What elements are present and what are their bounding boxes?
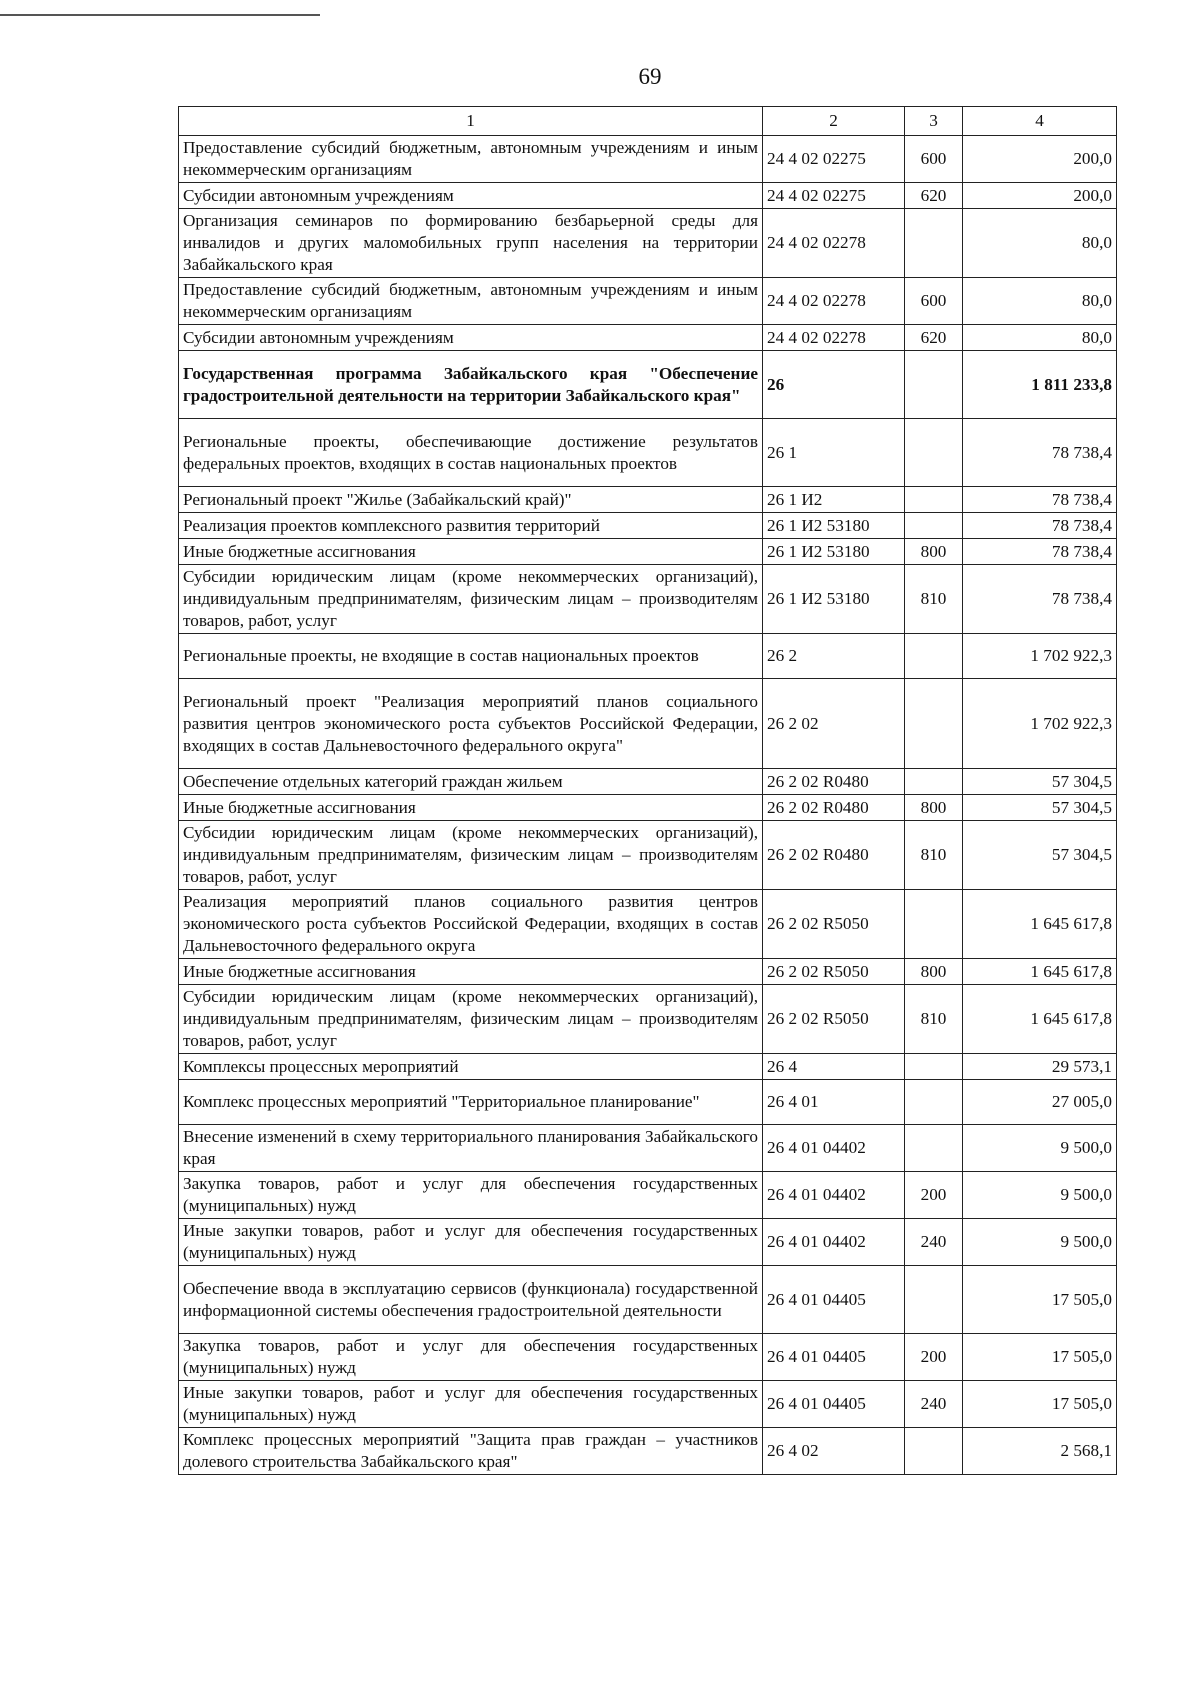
row-name: Реализация мероприятий планов социального развития центров экономического роста субъектов Российской Федерации, входящих в состав Дальневосточного федерального округа bbox=[179, 890, 763, 959]
row-code: 26 1 bbox=[763, 419, 905, 487]
row-amount: 78 738,4 bbox=[963, 487, 1117, 513]
table-row bbox=[179, 985, 1117, 1054]
row-type: 620 bbox=[905, 325, 963, 351]
header-col-4: 4 bbox=[963, 107, 1117, 136]
row-amount: 1 702 922,3 bbox=[963, 634, 1117, 679]
row-name: Комплексы процессных мероприятий bbox=[179, 1054, 763, 1080]
row-name: Иные бюджетные ассигнования bbox=[179, 959, 763, 985]
row-amount: 1 811 233,8 bbox=[963, 351, 1117, 419]
row-amount: 29 573,1 bbox=[963, 1054, 1117, 1080]
row-type bbox=[905, 1054, 963, 1080]
row-amount: 57 304,5 bbox=[963, 769, 1117, 795]
table-row bbox=[179, 565, 1117, 634]
row-code: 24 4 02 02275 bbox=[763, 136, 905, 183]
row-amount: 78 738,4 bbox=[963, 513, 1117, 539]
row-type: 200 bbox=[905, 1334, 963, 1381]
table-row bbox=[179, 679, 1117, 769]
row-type bbox=[905, 679, 963, 769]
row-code: 26 2 02 bbox=[763, 679, 905, 769]
table-row bbox=[179, 183, 1117, 209]
row-code: 26 2 bbox=[763, 634, 905, 679]
row-amount: 17 505,0 bbox=[963, 1266, 1117, 1334]
table-row bbox=[179, 634, 1117, 679]
row-amount: 200,0 bbox=[963, 136, 1117, 183]
budget-table bbox=[178, 106, 1117, 1475]
row-code: 26 4 01 04402 bbox=[763, 1125, 905, 1172]
header-row bbox=[179, 107, 1117, 136]
row-amount: 80,0 bbox=[963, 209, 1117, 278]
row-name: Организация семинаров по формированию безбарьерной среды для инвалидов и других маломобильных групп населения на территории Забайкальского края bbox=[179, 209, 763, 278]
table-row bbox=[179, 209, 1117, 278]
row-code: 24 4 02 02278 bbox=[763, 325, 905, 351]
table-row bbox=[179, 351, 1117, 419]
row-type bbox=[905, 209, 963, 278]
table-row bbox=[179, 1054, 1117, 1080]
table-row bbox=[179, 1080, 1117, 1125]
row-name: Субсидии юридическим лицам (кроме некоммерческих организаций), индивидуальным предпринимателям, физическим лицам – производителям товаров, работ, услуг bbox=[179, 985, 763, 1054]
row-code: 26 bbox=[763, 351, 905, 419]
row-type bbox=[905, 1125, 963, 1172]
row-type: 800 bbox=[905, 539, 963, 565]
row-type bbox=[905, 513, 963, 539]
row-code: 26 2 02 R5050 bbox=[763, 959, 905, 985]
row-name: Закупка товаров, работ и услуг для обеспечения государственных (муниципальных) нужд bbox=[179, 1172, 763, 1219]
row-amount: 1 645 617,8 bbox=[963, 959, 1117, 985]
row-type: 600 bbox=[905, 278, 963, 325]
row-code: 24 4 02 02278 bbox=[763, 209, 905, 278]
row-type: 240 bbox=[905, 1219, 963, 1266]
row-code: 26 1 И2 53180 bbox=[763, 539, 905, 565]
table-row bbox=[179, 278, 1117, 325]
row-type: 810 bbox=[905, 821, 963, 890]
row-code: 26 4 01 04405 bbox=[763, 1266, 905, 1334]
table-row bbox=[179, 890, 1117, 959]
row-code: 26 1 И2 53180 bbox=[763, 565, 905, 634]
row-type: 810 bbox=[905, 985, 963, 1054]
row-name: Субсидии автономным учреждениям bbox=[179, 325, 763, 351]
row-type bbox=[905, 634, 963, 679]
table-row bbox=[179, 1381, 1117, 1428]
row-name: Иные закупки товаров, работ и услуг для обеспечения государственных (муниципальных) нужд bbox=[179, 1381, 763, 1428]
table-row bbox=[179, 487, 1117, 513]
row-code: 26 1 И2 53180 bbox=[763, 513, 905, 539]
row-amount: 2 568,1 bbox=[963, 1428, 1117, 1475]
row-name: Предоставление субсидий бюджетным, автономным учреждениям и иным некоммерческим организациям bbox=[179, 136, 763, 183]
row-name: Региональные проекты, обеспечивающие достижение результатов федеральных проектов, входящих в состав национальных проектов bbox=[179, 419, 763, 487]
row-name: Иные бюджетные ассигнования bbox=[179, 795, 763, 821]
row-type: 600 bbox=[905, 136, 963, 183]
row-name: Субсидии юридическим лицам (кроме некоммерческих организаций), индивидуальным предпринимателям, физическим лицам – производителям товаров, работ, услуг bbox=[179, 821, 763, 890]
row-name: Обеспечение отдельных категорий граждан жильем bbox=[179, 769, 763, 795]
table-row bbox=[179, 539, 1117, 565]
row-name: Региональные проекты, не входящие в состав национальных проектов bbox=[179, 634, 763, 679]
row-code: 26 4 01 04405 bbox=[763, 1334, 905, 1381]
top-rule bbox=[0, 14, 320, 16]
row-amount: 80,0 bbox=[963, 278, 1117, 325]
row-amount: 200,0 bbox=[963, 183, 1117, 209]
row-type bbox=[905, 1266, 963, 1334]
row-code: 26 4 bbox=[763, 1054, 905, 1080]
table-row bbox=[179, 1219, 1117, 1266]
row-code: 26 2 02 R0480 bbox=[763, 795, 905, 821]
table-row bbox=[179, 821, 1117, 890]
row-amount: 80,0 bbox=[963, 325, 1117, 351]
row-type: 810 bbox=[905, 565, 963, 634]
row-name: Региональный проект "Жилье (Забайкальский край)" bbox=[179, 487, 763, 513]
row-name: Иные бюджетные ассигнования bbox=[179, 539, 763, 565]
header-col-2: 2 bbox=[763, 107, 905, 136]
row-code: 26 4 01 04402 bbox=[763, 1219, 905, 1266]
row-amount: 27 005,0 bbox=[963, 1080, 1117, 1125]
header-col-3: 3 bbox=[905, 107, 963, 136]
row-name: Внесение изменений в схему территориального планирования Забайкальского края bbox=[179, 1125, 763, 1172]
row-code: 26 2 02 R5050 bbox=[763, 985, 905, 1054]
row-type bbox=[905, 419, 963, 487]
table-row bbox=[179, 419, 1117, 487]
row-amount: 9 500,0 bbox=[963, 1219, 1117, 1266]
row-amount: 9 500,0 bbox=[963, 1172, 1117, 1219]
table-row bbox=[179, 1125, 1117, 1172]
row-name: Государственная программа Забайкальского края "Обеспечение градостроительной деятельности на территории Забайкальского края" bbox=[179, 351, 763, 419]
header-col-1: 1 bbox=[179, 107, 763, 136]
row-type: 800 bbox=[905, 959, 963, 985]
table-row bbox=[179, 325, 1117, 351]
row-code: 26 2 02 R5050 bbox=[763, 890, 905, 959]
row-amount: 1 645 617,8 bbox=[963, 985, 1117, 1054]
row-type: 620 bbox=[905, 183, 963, 209]
row-type bbox=[905, 769, 963, 795]
row-type: 200 bbox=[905, 1172, 963, 1219]
row-type bbox=[905, 890, 963, 959]
table-row bbox=[179, 1266, 1117, 1334]
row-type: 240 bbox=[905, 1381, 963, 1428]
row-amount: 78 738,4 bbox=[963, 419, 1117, 487]
row-code: 26 4 01 bbox=[763, 1080, 905, 1125]
row-amount: 1 645 617,8 bbox=[963, 890, 1117, 959]
table-row bbox=[179, 1428, 1117, 1475]
row-name: Предоставление субсидий бюджетным, автономным учреждениям и иным некоммерческим организациям bbox=[179, 278, 763, 325]
row-amount: 1 702 922,3 bbox=[963, 679, 1117, 769]
row-code: 26 4 01 04405 bbox=[763, 1381, 905, 1428]
row-name: Субсидии юридическим лицам (кроме некоммерческих организаций), индивидуальным предпринимателям, физическим лицам – производителям товаров, работ, услуг bbox=[179, 565, 763, 634]
row-code: 26 2 02 R0480 bbox=[763, 821, 905, 890]
row-amount: 57 304,5 bbox=[963, 821, 1117, 890]
table-row bbox=[179, 136, 1117, 183]
row-amount: 78 738,4 bbox=[963, 565, 1117, 634]
row-name: Иные закупки товаров, работ и услуг для обеспечения государственных (муниципальных) нужд bbox=[179, 1219, 763, 1266]
table-row bbox=[179, 769, 1117, 795]
row-name: Реализация проектов комплексного развития территорий bbox=[179, 513, 763, 539]
row-name: Обеспечение ввода в эксплуатацию сервисов (функционала) государственной информационной системы обеспечения градостроительной деятельности bbox=[179, 1266, 763, 1334]
row-code: 26 4 01 04402 bbox=[763, 1172, 905, 1219]
row-code: 24 4 02 02275 bbox=[763, 183, 905, 209]
row-type: 800 bbox=[905, 795, 963, 821]
table-row bbox=[179, 513, 1117, 539]
row-amount: 17 505,0 bbox=[963, 1381, 1117, 1428]
row-type bbox=[905, 1428, 963, 1475]
row-name: Закупка товаров, работ и услуг для обеспечения государственных (муниципальных) нужд bbox=[179, 1334, 763, 1381]
row-amount: 57 304,5 bbox=[963, 795, 1117, 821]
row-type bbox=[905, 487, 963, 513]
row-amount: 17 505,0 bbox=[963, 1334, 1117, 1381]
row-name: Комплекс процессных мероприятий "Территориальное планирование" bbox=[179, 1080, 763, 1125]
row-code: 24 4 02 02278 bbox=[763, 278, 905, 325]
row-name: Субсидии автономным учреждениям bbox=[179, 183, 763, 209]
row-amount: 9 500,0 bbox=[963, 1125, 1117, 1172]
table-row bbox=[179, 795, 1117, 821]
row-amount: 78 738,4 bbox=[963, 539, 1117, 565]
table-row bbox=[179, 959, 1117, 985]
row-code: 26 1 И2 bbox=[763, 487, 905, 513]
row-type bbox=[905, 1080, 963, 1125]
table-row bbox=[179, 1334, 1117, 1381]
table-row bbox=[179, 1172, 1117, 1219]
row-code: 26 2 02 R0480 bbox=[763, 769, 905, 795]
row-name: Комплекс процессных мероприятий "Защита прав граждан – участников долевого строительства Забайкальского края" bbox=[179, 1428, 763, 1475]
row-code: 26 4 02 bbox=[763, 1428, 905, 1475]
page-number: 69 bbox=[638, 64, 662, 89]
row-type bbox=[905, 351, 963, 419]
row-name: Региональный проект "Реализация мероприятий планов социального развития центров экономического роста субъектов Российской Федерации, входящих в состав Дальневосточного федерального округа" bbox=[179, 679, 763, 769]
